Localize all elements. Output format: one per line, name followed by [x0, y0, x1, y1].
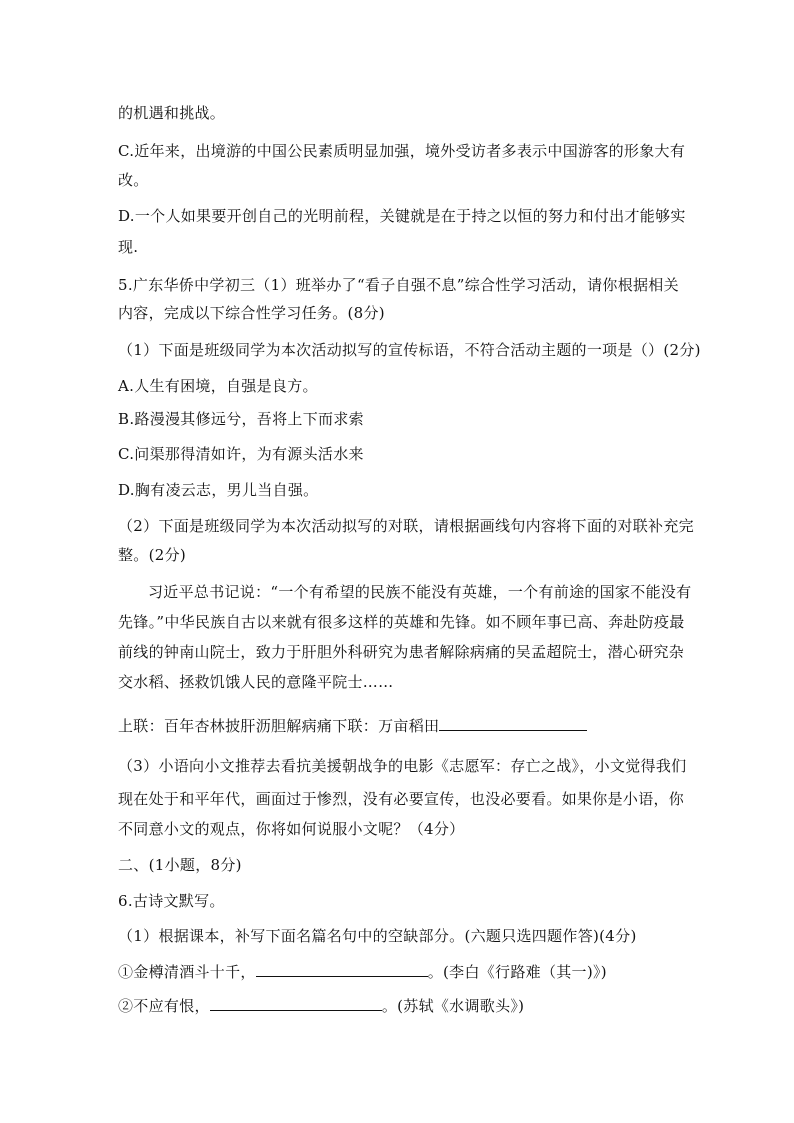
sub-question-6-1: （1）根据课本，补写下面名篇名句中的空缺部分。(六题只选四题作答)(4分) [118, 927, 637, 945]
text-line: 整。(2分) [118, 546, 187, 564]
text-line: 现在处于和平年代，画面过于惨烈，没有必要宣传，也没必要看。如果你是小语，你 [118, 790, 685, 808]
option-c: C.问渠那得清如许，为有源头活水来 [118, 445, 364, 463]
option-b: B.路漫漫其修远兮，吾将上下而求索 [118, 410, 364, 428]
poem-line-2-source: 。(苏轼《水调歌头》) [381, 997, 525, 1015]
poem-line-2 [118, 996, 688, 1016]
poem-answer-blank-1[interactable] [256, 962, 428, 977]
sub-question-3: （3）小语向小文推荐去看抗美援朝战争的电影《志愿军：存亡之战》，小文觉得我们 [118, 757, 687, 775]
poem-line-1-source: 。(李白《行路难（其一)》) [427, 963, 607, 981]
option-a: A.人生有困境，自强是良方。 [118, 377, 318, 395]
sub-question-1: （1）下面是班级同学为本次活动拟写的宣传标语，不符合活动主题的一项是（）(2分) [118, 341, 701, 359]
question-5-title: 5.广东华侨中学初三（1）班举办了“看子自强不息”综合性学习活动，请你根据相关 [118, 276, 679, 294]
couplet-line [118, 716, 688, 736]
text-line: 现. [118, 238, 139, 256]
section-two-heading: 二、(1小题，8分) [118, 856, 242, 874]
text-line: 改。 [118, 171, 149, 189]
sub-question-2: （2）下面是班级同学为本次活动拟写的对联，请根据画线句内容将下面的对联补充完 [118, 517, 694, 535]
option-d-line: D.一个人如果要开创自己的光明前程，关键就是在于持之以恒的努力和付出才能够实 [118, 207, 686, 225]
quote-paragraph: 习近平总书记说：“一个有希望的民族不能没有英雄，一个有前途的国家不能没有 [148, 583, 692, 601]
couplet-text: 上联：百年杏林披肝沥胆解病痛下联：万亩稻田 [118, 717, 440, 735]
poem-line-1-start: ①金樽清酒斗十千， [118, 963, 256, 981]
option-c-line: C.近年来，出境游的中国公民素质明显加强，境外受访者多表示中国游客的形象大有 [118, 142, 686, 160]
poem-line-2-start: ②不应有恨， [118, 997, 210, 1015]
text-line: 的机遇和挑战。 [118, 104, 226, 122]
option-d: D.胸有凌云志，男儿当自强。 [118, 481, 319, 499]
poem-answer-blank-2[interactable] [210, 996, 382, 1011]
couplet-answer-blank[interactable] [439, 716, 587, 731]
text-line: 前线的钟南山院士，致力于肝胆外科研究为患者解除病痛的吴孟超院士，潜心研究杂 [118, 643, 685, 661]
text-line: 内容，完成以下综合性学习任务。(8分) [118, 304, 385, 322]
text-line: 先锋。”中华民族自古以来就有很多这样的英雄和先锋。如不顾年事已高、奔赴防疫最 [118, 613, 685, 631]
poem-line-1 [118, 962, 688, 982]
text-line: 不同意小文的观点，你将如何说服小文呢？（4分） [118, 820, 465, 838]
question-6-title: 6.古诗文默写。 [118, 892, 225, 910]
text-line: 交水稻、拯救饥饿人民的意隆平院士…… [118, 673, 394, 691]
